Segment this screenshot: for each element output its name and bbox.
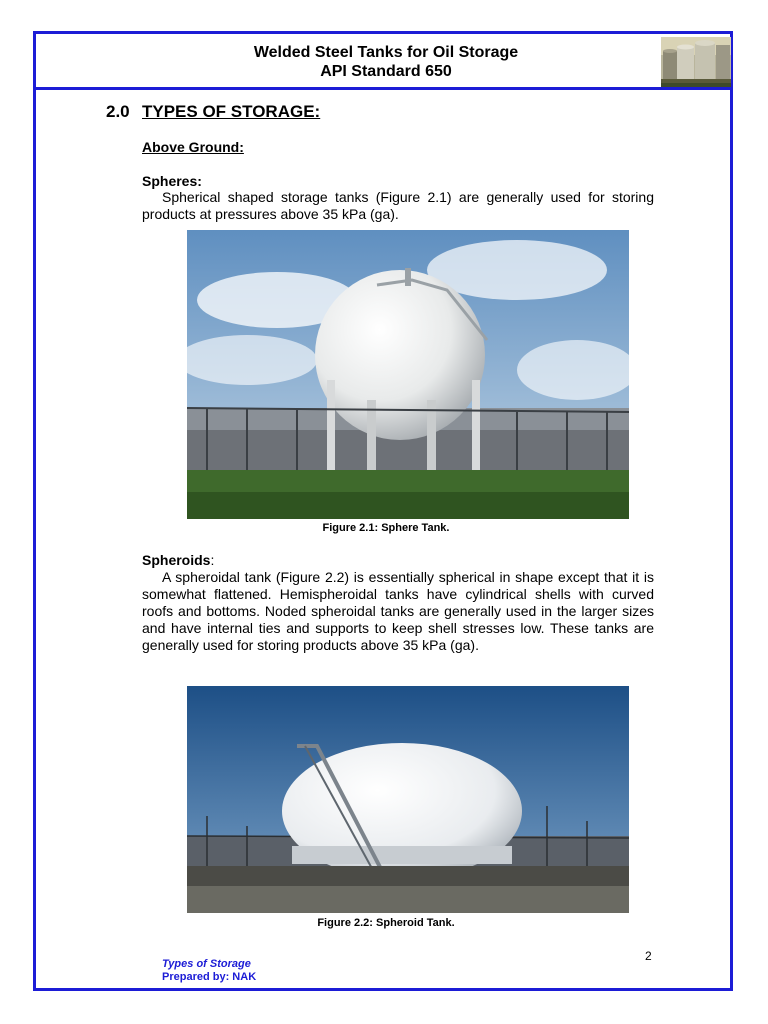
- figure-2-1-caption: Figure 2.1: Sphere Tank.: [322, 522, 450, 534]
- title-line-1: Welded Steel Tanks for Oil Storage: [253, 44, 519, 61]
- figure-spheroid-tank-image: [187, 686, 629, 913]
- header-tanks-thumbnail: [661, 37, 731, 87]
- spheroids-heading-colon: :: [210, 552, 215, 568]
- subsection-heading: Above Ground:: [142, 139, 244, 155]
- spheroids-heading-text: Spheroids: [142, 552, 211, 568]
- section-title-text: TYPES OF STORAGE:: [142, 102, 321, 121]
- document-title: [36, 43, 736, 81]
- spheroids-paragraph: [142, 569, 654, 654]
- page-header: [36, 34, 730, 90]
- footer-author: Prepared by: NAK: [162, 971, 257, 983]
- spheres-paragraph: [142, 189, 654, 223]
- section-number: 2.0: [106, 102, 130, 121]
- figure-sphere-tank-image: [187, 230, 629, 519]
- spheroids-text: A spheroidal tank (Figure 2.2) is essentially spherical in shape except that it is somewhat flattened. Hemispheroidal tanks have cylindrical shells with curved roofs and bottoms. Noded spheroidal tanks are generally used in the larger sizes and have internal ties and supports to keep shell stresses low. These tanks are generally used for storing products above 35 kPa (ga).: [142, 569, 654, 653]
- footer-topic: Types of Storage: [162, 958, 251, 970]
- figure-2-2-caption: Figure 2.2: Spheroid Tank.: [317, 917, 455, 929]
- spheroids-heading: [142, 552, 214, 568]
- page-frame: [33, 31, 733, 991]
- title-line-2: API Standard 650: [320, 63, 452, 80]
- spheres-text: Spherical shaped storage tanks (Figure 2.1) are generally used for storing products at pressures above 35 kPa (ga).: [142, 189, 654, 222]
- page-number: 2: [645, 949, 652, 963]
- section-title: [106, 102, 320, 122]
- spheres-heading: Spheres:: [142, 173, 202, 189]
